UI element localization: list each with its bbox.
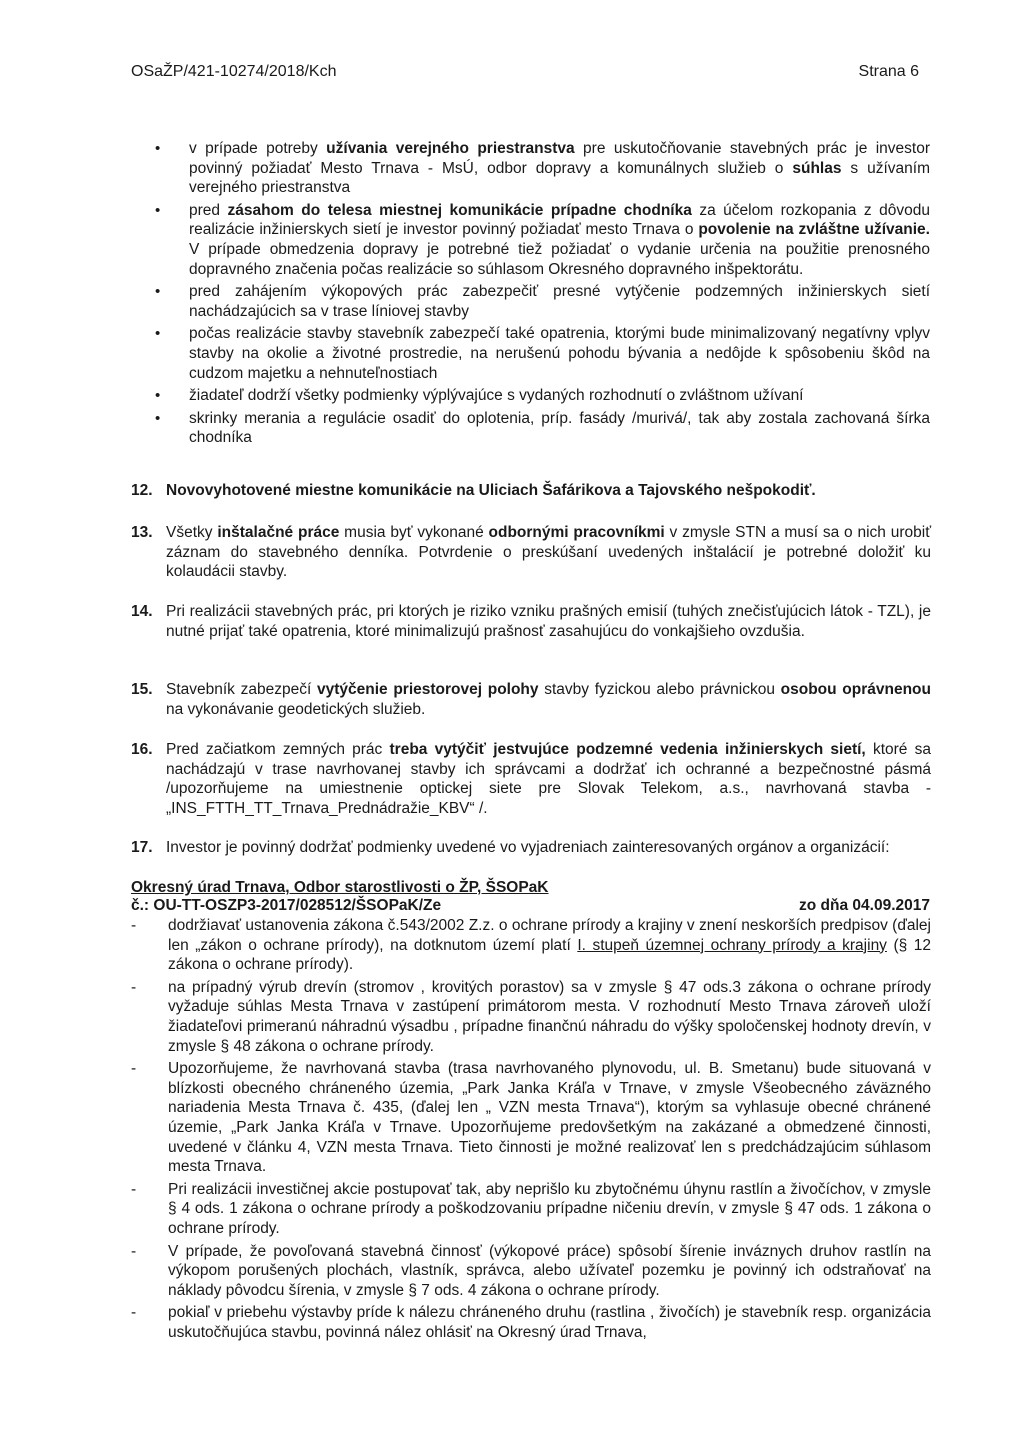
list-item: - dodržiavať ustanovenia zákona č.543/2002 Z.z. o ochrane prírody a krajiny v znení neskorších predpisov (ďalej len „zákon o ochrane prírody), na dotknutom území platí I. stupeň územnej ochrany prírody a krajiny (§ 12 zákona o ochrane prírody). [131,916,931,975]
list-item: - pokiaľ v priebehu výstavby príde k nálezu chráneného druhu (rastlina , živočích) je stavebník resp. organizácia uskutočňujúca stavbu, povinná nález ohlásiť na Okresný úrad Trnava, [131,1303,931,1342]
condition-15: 15. Stavebník zabezpečí vytýčenie priestorovej polohy stavby fyzickou alebo právnickou osobou oprávnenou na vykonávanie geodetických služieb. [131,681,931,718]
condition-bullet-list [152,139,930,448]
list-item: • v prípade potreby užívania verejného priestranstva pre uskutočňovanie stavebných prác je investor povinný požiadať Mesto Trnava - MsÚ, odbor dopravy a komunálnych služieb o súhlas s užívaním verejného priestranstva [152,139,930,198]
page-number: Strana 6 [858,63,919,80]
condition-16: 16. Pred začiatkom zemných prác treba vytýčiť jestvujúce podzemné vedenia inžinierskych sietí, ktoré sa nachádzajú v trase navrhovanej stavby ich správcami a dodržať ich ochranné a bezpečnostné pásmá /upozorňujeme na umiestnenie optickej siete pre Slovak Telekom, a.s., navrhovaná stavba - „INS_FTTH_TT_Trnava_Prednádražie_KBV“ /. [131,741,931,817]
office-heading: Okresný úrad Trnava, Odbor starostlivosti o ŽP, ŠSOPaK [131,879,549,896]
condition-13: 13. Všetky inštalačné práce musia byť vykonané odbornými pracovníkmi v zmysle STN a musí sa o nich urobiť záznam do stavebného denníka. Potvrdenie o preskúšaní uvedených inštalácií je potrebné doložiť ku kolaudácii stavby. [131,524,932,581]
list-item: • počas realizácie stavby stavebník zabezpečí také opatrenia, ktorými bude minimalizovaný negatívny vplyv stavby na okolie a životné prostredie, na nerušenú pohodu bývania a nedôjde k spôsobeniu škôd na cudzom majetku a nehnuteľnostiach [152,324,930,383]
list-item: • pred zásahom do telesa miestnej komunikácie prípadne chodníka za účelom rozkopania z dôvodu realizácie inžinierskych sietí je investor povinný požiadať mesto Trnava o povolenie na zvláštne užívanie. V prípade obmedzenia dopravy je potrebné tiež požiadať o vydanie určenia na použitie prenosného dopravného značenia počas realizácie so súhlasom Okresného dopravného inšpektorátu. [152,201,930,279]
condition-14: 14. Pri realizácii stavebných prác, pri ktorých je riziko vzniku prašných emisií (tuhých znečisťujúcich látok - TZL), je nutné prijať také opatrenia, ktoré minimalizujú prašnosť zasahujúcu do vonkajšieho ovzdušia. [131,603,931,640]
condition-17: 17. Investor je povinný dodržať podmienky uvedené vo vyjadreniach zainteresovaných orgánov a organizácií: [131,839,890,856]
list-item: • žiadateľ dodrží všetky podmienky výplývajúce s vydaných rozhodnutí o zvláštnom užívaní [152,386,930,406]
list-item: • pred zahájením výkopových prác zabezpečiť presné vytýčenie podzemných inžinierskych sietí nachádzajúcich sa v trase líniovej stavby [152,282,930,321]
reference-date: zo dňa 04.09.2017 [799,897,930,914]
condition-12: 12. Novovyhotovené miestne komunikácie na Uliciach Šafárikova a Tajovského nešpokodiť. [131,482,816,499]
list-item: - V prípade, že povoľovaná stavebná činnosť (výkopové práce) spôsobí šírenie inváznych druhov rastlín na výkopom porušených plochách, vlastník, správca, alebo užívateľ pozemku je povinný ich odstraňovať na náklady pôvodcu šírenia, v zmysle § 7 ods. 4 zákona o ochrane prírody. [131,1242,931,1301]
document-reference: OSaŽP/421-10274/2018/Kch [131,63,337,80]
list-item: - na prípadný výrub drevín (stromov , krovitých porastov) sa v zmysle § 47 ods.3 zákona o ochrane prírody vyžaduje súhlas Mesta Trnava v zastúpení primátorom mesta. V rozhodnutí Mesto Trnava zároveň uloží žiadateľovi primeranú náhradnú výsadbu , prípadne finančnú náhradu do výšky spoločenskej hodnoty drevín, v zmysle § 48 zákona o ochrane prírody. [131,978,931,1056]
office-reference: č.: OU-TT-OSZP3-2017/028512/ŠSOPaK/Ze zo dňa 04.09.2017 [131,897,930,914]
list-item: - Pri realizácii investičnej akcie postupovať tak, aby neprišlo ku zbytočnému úhynu rastlín a živočíchov, v zmysle § 4 ods. 1 zákona o ochrane prírody a poškodzovaniu prípadne ničeniu drevín, v zmysle § 47 ods. 1 zákona o ochrane prírody. [131,1180,931,1239]
list-item: - Upozorňujeme, že navrhovaná stavba (trasa navrhovaného plynovodu, ul. B. Smetanu) bude situovaná v blízkosti obecného chráneného územia, „Park Janka Kráľa v Trnave, v zmysle Všeobecného záväzného nariadenia Mesta Trnava č. 435, (ďalej len „ VZN mesta Trnava“), ktorým sa vyhlasuje obecné chránené územie, „Park Janka Kráľa v Trnave. Upozorňujeme predovšetkým na zakázané a obmedzené činnosti, uvedené v článku 4, VZN mesta Trnava. Tieto činnosti je možné realizovať len s predchádzajúcim súhlasom mesta Trnava. [131,1059,931,1177]
list-item: • skrinky merania a regulácie osadiť do oplotenia, príp. fasády /murivá/, tak aby zostala zachovaná šírka chodníka [152,409,930,448]
office-conditions-list [131,916,931,1345]
